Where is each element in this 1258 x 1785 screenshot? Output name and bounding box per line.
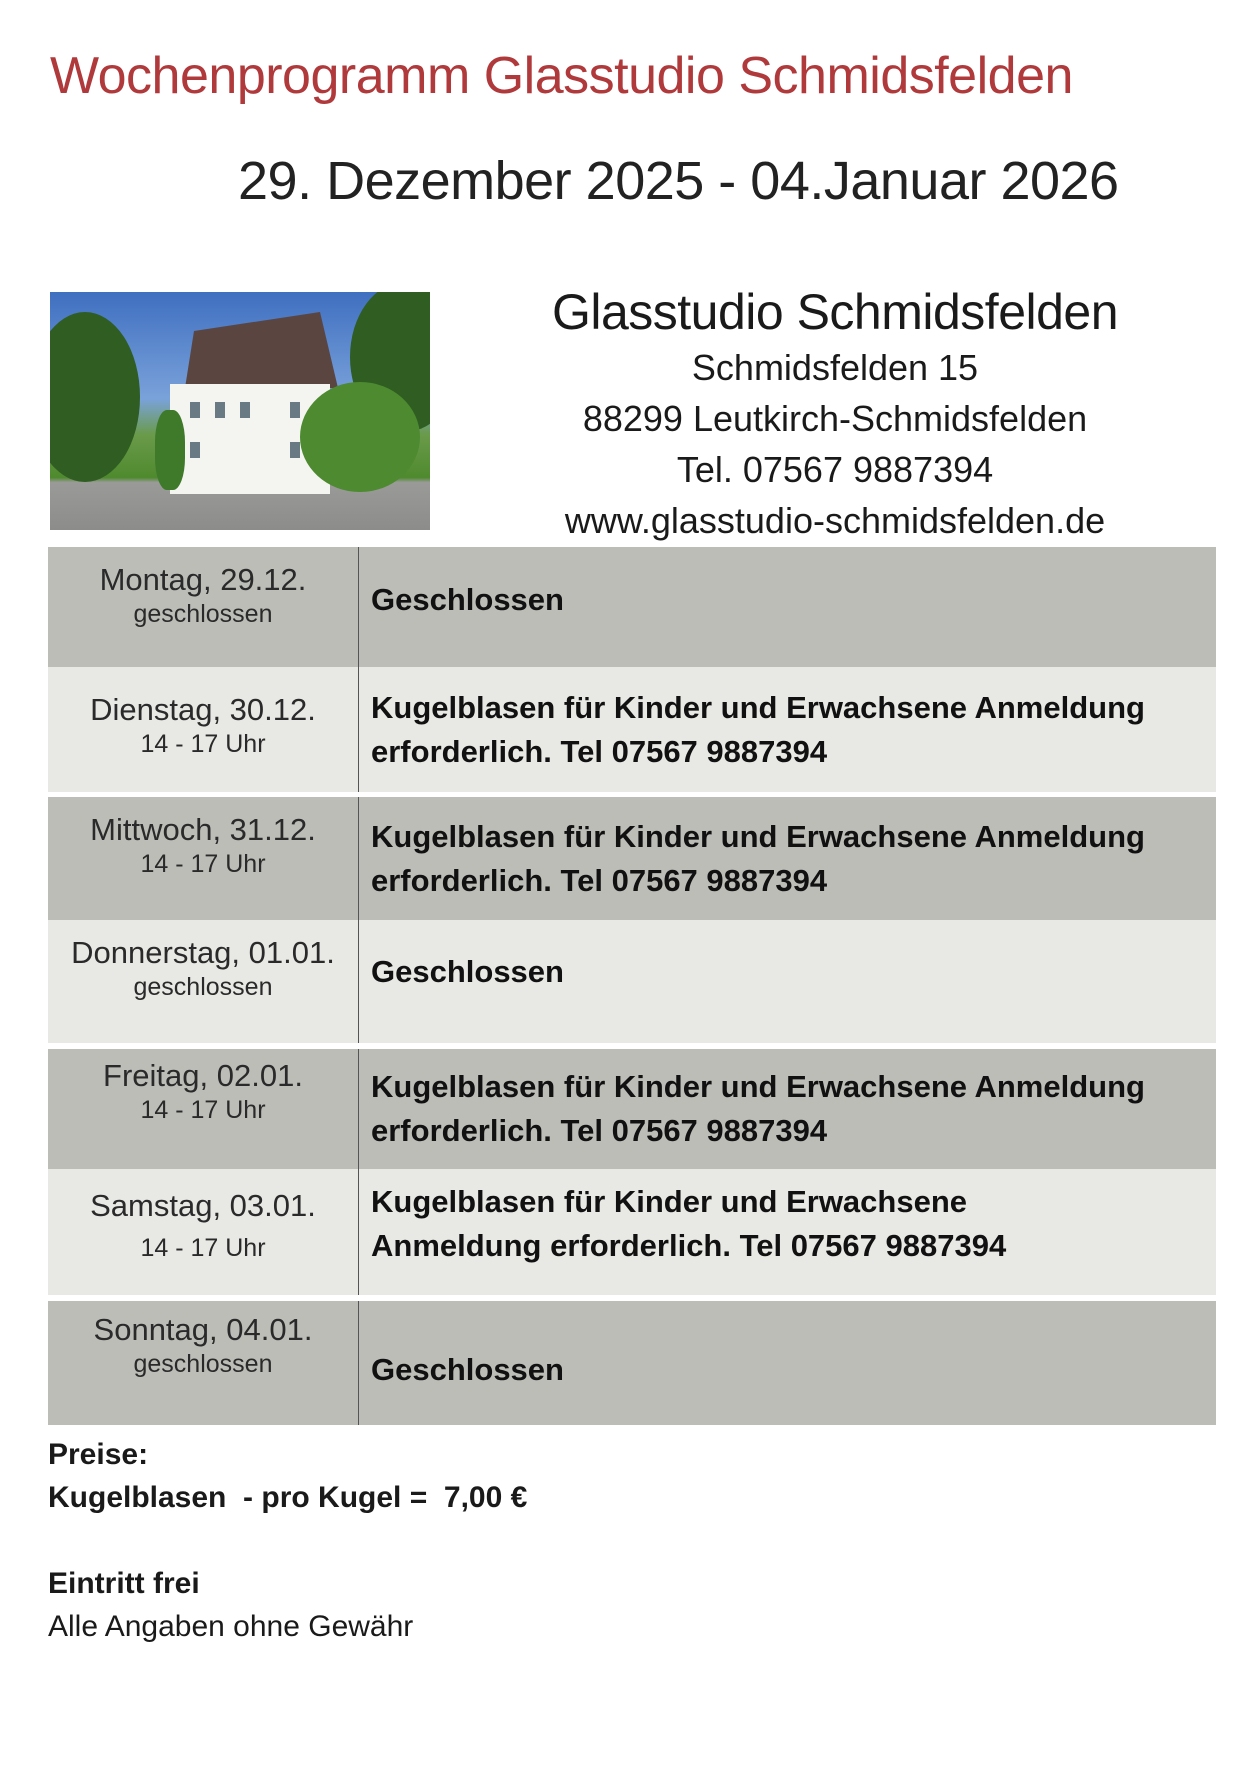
- hours-label: 14 - 17 Uhr: [140, 1096, 266, 1124]
- disclaimer: Alle Angaben ohne Gewähr: [48, 1610, 414, 1643]
- hours-label: geschlossen: [133, 973, 273, 1001]
- entry-info: Eintritt frei: [48, 1567, 200, 1600]
- hours-label: geschlossen: [133, 600, 273, 628]
- day-label: Sonntag, 04.01.: [93, 1312, 313, 1347]
- activity: Kugelblasen für Kinder und Erwachsene Anmeldung erforderlich. Tel 07567 9887394: [371, 1184, 1007, 1263]
- table-row: [48, 667, 1216, 792]
- day-label: Donnerstag, 01.01.: [71, 935, 335, 970]
- address-block: [480, 282, 1190, 546]
- city: 88299 Leutkirch-Schmidsfelden: [582, 398, 1088, 439]
- studio-name: Glasstudio Schmidsfelden: [551, 284, 1119, 340]
- day-label: Freitag, 02.01.: [103, 1058, 303, 1093]
- page-title: Wochenprogramm Glasstudio Schmidsfelden: [50, 47, 1073, 105]
- activity: Kugelblasen für Kinder und Erwachsene Anmeldung erforderlich. Tel 07567 9887394: [371, 1069, 1145, 1148]
- prices-label: Preise:: [48, 1438, 149, 1471]
- day-label: Mittwoch, 31.12.: [90, 812, 316, 847]
- hours-label: 14 - 17 Uhr: [140, 730, 266, 758]
- activity: Geschlossen: [371, 582, 564, 617]
- phone: Tel. 07567 9887394: [676, 449, 994, 490]
- table-row: [48, 920, 1216, 1043]
- table-row: [48, 1301, 1216, 1425]
- date-range: 29. Dezember 2025 - 04.Januar 2026: [238, 151, 1119, 211]
- table-row: [48, 1049, 1216, 1169]
- hours-label: geschlossen: [133, 1350, 273, 1378]
- activity: Kugelblasen für Kinder und Erwachsene Anmeldung erforderlich. Tel 07567 9887394: [371, 689, 1145, 769]
- footer-info: [48, 1433, 527, 1648]
- table-row: [48, 797, 1216, 920]
- hours-label: 14 - 17 Uhr: [140, 1234, 266, 1262]
- street: Schmidsfelden 15: [691, 347, 979, 388]
- activity: Geschlossen: [371, 1352, 564, 1387]
- website-link[interactable]: www.glasstudio-schmidsfelden.de: [564, 500, 1106, 541]
- table-row: [48, 1169, 1216, 1295]
- activity: Kugelblasen für Kinder und Erwachsene Anmeldung erforderlich. Tel 07567 9887394: [371, 818, 1145, 898]
- day-label: Montag, 29.12.: [99, 562, 307, 597]
- activity: Geschlossen: [371, 953, 564, 989]
- day-label: Samstag, 03.01.: [90, 1188, 316, 1223]
- hours-label: 14 - 17 Uhr: [140, 850, 266, 878]
- studio-photo: [50, 292, 430, 530]
- price-line: Kugelblasen - pro Kugel = 7,00 €: [48, 1481, 528, 1514]
- table-row: [48, 547, 1216, 667]
- day-label: Dienstag, 30.12.: [90, 692, 316, 727]
